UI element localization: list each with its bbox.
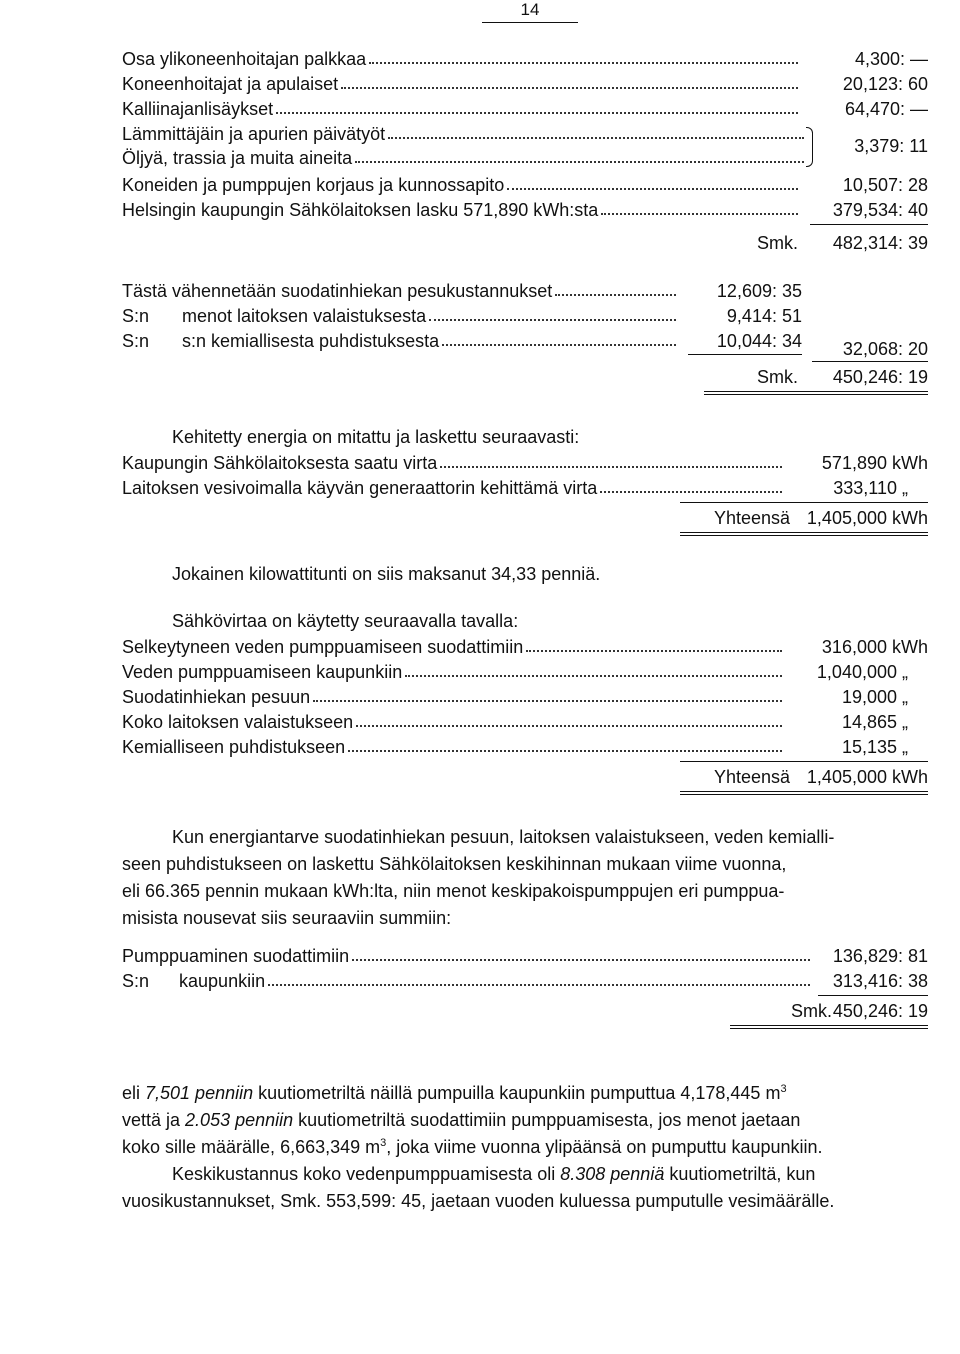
usage-total-label: Yhteensä [713,767,790,787]
leader-dots [369,47,798,64]
bracket-amount: 3,379: 11 [854,136,928,156]
sum-rule [680,761,928,762]
leader-dots [352,944,810,961]
leader-dots [405,660,782,677]
leader-dots [313,685,782,702]
paragraph-2 [122,1080,928,1215]
cost-row-6 [122,173,798,197]
usage-row-2 [122,660,782,684]
total2-amount: 450,246: 19 [832,367,928,387]
usage-heading: Sähkövirtaa on käytetty seuraavalla tavalla: [172,611,519,631]
leader-dots [440,451,782,468]
total1-label: Smk. [756,233,798,253]
total3-amount: 450,246: 19 [832,1001,928,1021]
usage-amount: 316,000 kWh [821,637,928,657]
energy-amount: 333,110 „ [833,478,908,498]
text-run: kuutiometriltä näillä pumpuilla kaupunkiin pumputtua 4,178,445 m [253,1083,781,1103]
usage-row-5 [122,735,782,759]
page-number: 14 [520,0,540,19]
cost-row-2 [122,72,798,96]
usage-row-4 [122,710,782,734]
cost-label: Osa ylikoneenhoitajan palkkaa [122,49,367,69]
pumping-row-2 [122,969,810,993]
cost-amount: 20,123: 60 [842,74,928,94]
energy-total-amount: 1,405,000 kWh [806,508,928,528]
leader-dots [442,329,676,346]
energy-heading: Kehitetty energia on mitattu ja laskettu seuraavasti: [172,427,580,447]
cost-label: Lämmittäjäin ja apurien päivätyöt [122,124,386,144]
cost-row-4 [122,122,804,146]
deduction-label: menot laitoksen valaistuksesta [182,306,427,326]
pumping-amount: 136,829: 81 [832,946,928,966]
usage-label: Kemialliseen puhdistukseen [122,737,346,757]
italic-run: 7,501 penniin [145,1083,254,1103]
text-run: Keskikustannus koko vedenpumppuamisesta oli [172,1164,561,1184]
cost-row-7 [122,198,798,222]
text-run: kuutiometriltä, kun [664,1164,816,1184]
deduction-amount: 9,414: 51 [726,306,802,326]
cost-label: Kalliinajanlisäykset [122,99,274,119]
cost-label: Koneenhoitajat ja apulaiset [122,74,339,94]
deduction-row-3 [182,329,676,353]
pumping-label: S:n kaupunkiin [122,971,266,991]
superscript: 3 [780,1083,787,1095]
deduction-prefix: S:n [122,306,150,326]
deduction-amount: 10,044: 34 [716,331,802,351]
cost-row-5 [122,146,804,170]
total-double-rule [680,532,928,536]
total1-amount: 482,314: 39 [832,233,928,253]
leader-dots [388,122,804,139]
sum-rule [818,995,928,996]
usage-label: Suodatinhiekan pesuun [122,687,311,707]
cost-amount: 379,534: 40 [832,200,928,220]
deduction-amount: 12,609: 35 [716,281,802,301]
page-number-rule [482,22,578,23]
paragraph-line [122,1107,928,1134]
leader-dots [555,279,676,296]
leader-dots [355,146,804,163]
leader-dots [276,97,798,114]
paragraph-line [122,1080,928,1107]
total2-label: Smk. [756,367,798,387]
usage-row-1 [122,635,782,659]
leader-dots [356,710,782,727]
cost-label: Koneiden ja pumppujen korjaus ja kunnossapito [122,175,505,195]
total-double-rule [730,1025,928,1029]
text-run: eli [122,1083,146,1103]
leader-dots [268,969,810,986]
paragraph-line [122,1134,928,1161]
pumping-row-1 [122,944,810,968]
paragraph-1 [122,824,928,932]
usage-label: Veden pumppuamiseen kaupunkiin [122,662,403,682]
leader-dots [429,304,676,321]
italic-run: 2.053 penniin [185,1110,294,1130]
paragraph-line [122,1161,928,1188]
usage-amount: 19,000 „ [841,687,908,707]
energy-row-1 [122,451,782,475]
energy-label: Kaupungin Sähkölaitoksesta saatu virta [122,453,438,473]
energy-total-label: Yhteensä [713,508,790,528]
energy-label: Laitoksen vesivoimalla käyvän generaattorin kehittämä virta [122,478,598,498]
pumping-amount: 313,416: 38 [832,971,928,991]
cost-amount: 4,300: — [854,49,928,69]
cost-label: Helsingin kaupungin Sähkölaitoksen lasku 571,890 kWh:sta [122,200,599,220]
cost-amount: 10,507: 28 [842,175,928,195]
deduction-sum: 32,068: 20 [842,339,928,359]
sum-rule [688,354,802,355]
leader-dots [526,635,782,652]
energy-row-2 [122,476,782,500]
leader-dots [600,476,782,493]
usage-amount: 14,865 „ [841,712,908,732]
text-run: kuutiometriltä suodattimiin pumppuamisesta, jos menot jaetaan [293,1110,801,1130]
leader-dots [601,198,798,215]
total-double-rule [704,391,928,395]
deduction-prefix: S:n [122,331,150,351]
brace [806,127,813,167]
text-run: vettä ja [122,1110,186,1130]
sum-rule [810,224,928,225]
deduction-label: s:n kemiallisesta puhdistuksesta [182,331,440,351]
paragraph-line: Kun energiantarve suodatinhiekan pesuun, laitoksen valaistukseen, veden kemialli- [172,827,835,847]
cost-amount: 64,470: — [844,99,928,119]
cost-row-3 [122,97,798,121]
usage-label: Koko laitoksen valaistukseen [122,712,354,732]
cost-label: Öljyä, trassia ja muita aineita [122,148,353,168]
paragraph-line: misista nousevat siis seuraaviin summiin: [122,908,452,928]
cost-row-1 [122,47,798,71]
deduction-row-2 [182,304,676,328]
paragraph-line: seen puhdistukseen on laskettu Sähkölaitoksen keskihinnan mukaan viime vuonna, [122,854,787,874]
usage-total-amount: 1,405,000 kWh [806,767,928,787]
paragraph-line: eli 66.365 pennin mukaan kWh:lta, niin menot keskipakoispumppujen eri pumppua- [122,881,785,901]
sum-rule [812,361,928,362]
total-double-rule [680,791,928,795]
usage-amount: 15,135 „ [841,737,908,757]
price-line: Jokainen kilowattitunti on siis maksanut 34,33 penniä. [172,564,601,584]
leader-dots [341,72,798,89]
sum-rule [680,502,928,503]
usage-amount: 1,040,000 „ [816,662,908,682]
energy-amount: 571,890 kWh [821,453,928,473]
pumping-label: Pumppuaminen suodattimiin [122,946,350,966]
usage-row-3 [122,685,782,709]
leader-dots [348,735,782,752]
italic-run: 8.308 penniä [560,1164,665,1184]
text-run: , joka viime vuonna ylipäänsä on pumputtu kaupunkiin. [386,1137,823,1157]
total3-label: Smk. [790,1001,832,1021]
leader-dots [507,173,798,190]
text-run: koko sille määrälle, 6,663,349 m [122,1137,381,1157]
usage-label: Selkeytyneen veden pumppuamiseen suodattimiin [122,637,524,657]
paragraph-line: vuosikustannukset, Smk. 553,599: 45, jaetaan vuoden kuluessa pumputulle vesimäärälle. [122,1191,835,1211]
deduction-label: Tästä vähennetään suodatinhiekan pesukustannukset [122,281,553,301]
superscript: 3 [380,1137,387,1149]
deduction-row-1 [122,279,676,303]
